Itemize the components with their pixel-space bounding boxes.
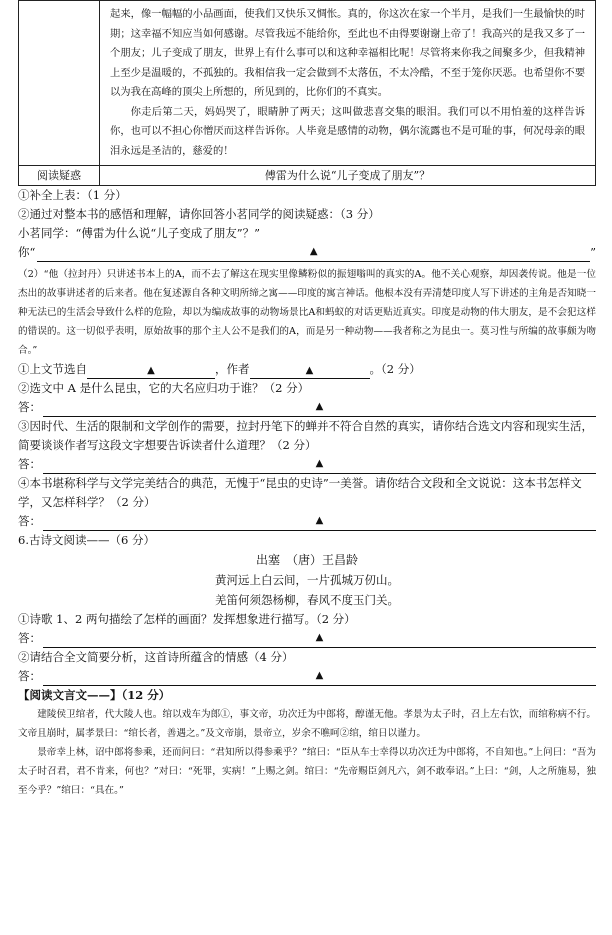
sub3-answer-line[interactable]: [43, 458, 596, 474]
answer-label: 答：: [18, 669, 41, 683]
reading-table: [18, 0, 596, 186]
sub4-answer-row: [18, 512, 596, 531]
triangle-marker-icon: ▲: [315, 632, 324, 643]
you-answer-row: [18, 243, 596, 262]
triangle-marker-icon: ▲: [315, 670, 324, 681]
poem-line-1: 黄河远上白云间，一片孤城万仞山。: [215, 573, 399, 587]
section-6-title: 6.古诗文阅读——（6 分）: [18, 533, 155, 547]
exam-page: [18, 0, 596, 800]
sub2-answer-row: [18, 398, 596, 417]
poem-title: 出塞 （唐）王昌龄: [255, 553, 358, 567]
table-passage-para-2: 你走后第二天，妈妈哭了，眼睛肿了两天；这叫做悲喜交集的眼泪。我们可以不用怕羞的这样告诉你，也可以不担心你憎厌而这样告诉你。人毕竟是感情的动物，偶尔流露也不是可耻的事，何况母亲的眼泪永远是圣洁的，慈爱的！: [110, 105, 585, 157]
table-question: 傅雷为什么说“儿子变成了朋友”？: [100, 166, 596, 186]
q2-text: ②通过对整本书的感悟和理解，请你回答小茗同学的阅读疑惑：（3 分）: [18, 207, 380, 221]
sub3-answer-row: [18, 455, 596, 474]
q1-text: ①补全上表：（1 分）: [18, 188, 127, 202]
table-passage-para-1: 起来，像一幅幅的小品画面，使我们又快乐又惆怅。真的，你这次在家一个半月，是我们一生最愉快的时期；这幸福不知应当如何感谢。尽管我远不能给你，至此也不由得要谢谢上帝了！我高兴的是我又多了一个朋友；儿子变成了朋友，世界上有什么事可以和这种幸福相比呢！尽管将来你我之间聚多少，但我精神上至少是温暖的，不孤独的。我相信我一定会做到不太落伍，不太冷酷，不至于笼你厌恶。也希望你不要以为我在高峰的顶尖上所想的，所见到的，比你们的不真实。: [110, 8, 585, 98]
you-end-quote: ”: [590, 245, 596, 259]
triangle-marker-icon: ▲: [315, 401, 324, 412]
answer-label: 答：: [18, 514, 41, 528]
answer-label: 答：: [18, 631, 41, 645]
classical-section-title: 【阅读文言文——】（12 分）: [18, 688, 171, 702]
triangle-marker-icon: ▲: [315, 458, 324, 469]
sub2-answer-line[interactable]: [43, 401, 596, 417]
triangle-marker-icon: ▲: [147, 365, 155, 376]
sub1-suffix: 。（2 分）: [369, 362, 421, 376]
classical-para-2: 景帝幸上林，诏中郎将参乘，还而问曰：“君知所以得参乘乎？”绾曰：“臣从车士幸得以功次迁为中郎将，不自知也。”上问曰：“吾为太子时召君，君不肯来，何也？”对曰：“死罪，实病！”上赐之剑。绾曰：“先帝赐臣剑凡六，剑不敢奉诏。”上曰：“剑，人之所施易，独至今乎？”绾曰：“具在。”: [18, 747, 596, 796]
classical-para-1: 建陵侯卫绾者，代大陵人也。绾以戏车为郎①，事文帝，功次迁为中郎将，醇谨无他。孝景为太子时，召上左右饮，而绾称病不行。文帝且崩时，属孝景曰：“绾长者，善遇之。”及文帝崩，景帝立，岁余不噍呵②绾，绾日以谨力。: [18, 709, 596, 739]
poem-q2-answer-line[interactable]: [43, 670, 596, 686]
q2-sub-text: 小茗同学：“傅雷为什么说“儿子变成了朋友”？”: [18, 226, 261, 240]
sub1-prefix: ①上文节选自: [18, 362, 87, 376]
poem-line-2: 羌笛何须怨杨柳，春风不度玉门关。: [215, 593, 399, 607]
poem-q1-text: ①诗歌 1、2 两句描绘了怎样的画面？发挥想象进行描写。（2 分）: [18, 612, 356, 626]
triangle-marker-icon: ▲: [309, 246, 318, 257]
sub4-answer-line[interactable]: [43, 515, 596, 531]
answer-label: 答：: [18, 457, 41, 471]
table-left-blank: [19, 1, 100, 166]
triangle-marker-icon: ▲: [305, 365, 314, 376]
sub2-text: ②选文中 A 是什么昆虫，它的大名应归功于谁？（2 分）: [18, 381, 310, 395]
table-passage-cell: [100, 1, 596, 166]
sub1-blank-author[interactable]: [250, 364, 370, 379]
passage-2: （2）“他（拉封丹）只讲述书本上的A，而不去了解这在现实里像鳞粉似的振翅嗡叫的真实的A。他不关心观察，却因袭传说。他是一位杰出的故事讲述者的后来者。他在复述源自各种文明所缔之寓——印度的寓言神话。他根本没有弄清楚印度人写下讲述的主角是否知晓一种无法已的生活会导致什么样的危险，却以为编成故事的动物场景比A和蚂蚁的对话更贴近真实。印度是动物的伟大朋友，是不会犯这样的错误的。这一切似乎表明，原始故事的那个主人公不是我们的A，而是另一种动物——我者称之为昆虫一。莫习性与所编的故事颇为吻合。”: [18, 269, 596, 356]
you-answer-line[interactable]: [37, 246, 590, 262]
sub1-row: [18, 360, 596, 379]
sub1-author-label: ，作者: [215, 362, 250, 376]
poem-q2-text: ②请结合全文简要分析，这首诗所蕴含的情感（4 分）: [18, 650, 294, 664]
answer-label: 答：: [18, 400, 41, 414]
poem-q1-answer-row: [18, 629, 596, 648]
poem-q2-answer-row: [18, 667, 596, 686]
sub4-text: ④本书堪称科学与文学完美结合的典范，无愧于“昆虫的史诗”一美誉。请你结合文段和全文说说：这本书怎样文学，又怎样科学？（2 分）: [18, 476, 582, 509]
you-label: 你“: [18, 245, 36, 259]
triangle-marker-icon: ▲: [315, 515, 324, 526]
poem-q1-answer-line[interactable]: [43, 632, 596, 648]
sub3-text: ③因时代、生活的限制和文学创作的需要，拉封丹笔下的蝉并不符合自然的真实，请你结合选文内容和现实生活，简要谈谈作者写这段文字想要告诉读者什么道理？（2 分）: [18, 419, 593, 452]
table-label-reading-doubt: 阅读疑惑: [19, 166, 100, 186]
sub1-blank-source[interactable]: [87, 364, 215, 379]
